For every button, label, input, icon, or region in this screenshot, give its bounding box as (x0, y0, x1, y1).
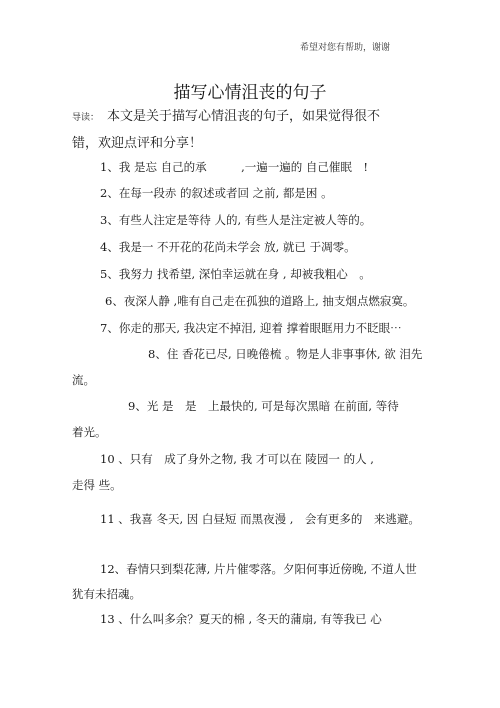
sentence-12: 12、春情只到梨花薄, 片片催零落。夕阳何事近傍晚, 不道人世 (100, 562, 417, 576)
sentence-5: 5、我努力 找希望, 深怕幸运就在身 , 却被我粗心 。 (100, 267, 371, 281)
intro-label: 导读： (72, 113, 100, 123)
sentence-8-continued: 流。 (72, 373, 95, 387)
sentence-13: 13 、什么叫多余？夏天的棉 , 冬天的蒲扇, 有等我已 心 (100, 612, 382, 626)
sentence-2: 2、在每一段赤 的叙述或者回 之前, 都是困 。 (100, 186, 333, 200)
intro-paragraph (72, 104, 402, 157)
sentence-11: 11 、我喜 冬天, 因 白昼短 而黑夜漫 , 会有更多的 来逃避。 (100, 512, 420, 526)
document-title: 描写心情沮丧的句子 (173, 83, 327, 103)
sentence-9-continued: 着光。 (72, 425, 107, 439)
intro-text: 本文是关于描写心情沮丧的句子，如果觉得很不错，欢迎点评和分享！ (72, 109, 381, 151)
sentence-9: 9、光 是 是 上最快的, 可是每次黑暗 在前面, 等待 (128, 399, 399, 413)
sentence-10-continued: 走得 些。 (72, 478, 122, 492)
sentence-1: 1、我 是忘 自己的承 ,一遍一遍的 自己催眠 ! (100, 160, 369, 174)
sentence-6: 6、夜深人静 ,唯有自己走在孤独的道路上, 抽支烟点燃寂寞。 (105, 294, 415, 308)
sentence-4: 4、我是一 不开花的花尚未学会 放, 就已 于凋零。 (100, 240, 356, 254)
header-note: 希望对您有帮助，谢谢 (300, 43, 391, 53)
sentence-3: 3、有些人注定是等待 人的, 有些人是注定被人等的。 (100, 213, 372, 227)
sentence-7: 7、你走的那天, 我决定不掉泪, 迎着 撑着眼眶用力不眨眼⋯ (100, 321, 402, 335)
sentence-10: 10 、只有 成了身外之物, 我 才可以在 陵园一 的人 , (100, 452, 374, 466)
sentence-12-continued: 犹有未招魂。 (72, 587, 141, 601)
sentence-8: 8、住 香花已尽, 日晚倦梳 。物是人非事事休, 欲 泪先 (148, 347, 423, 361)
